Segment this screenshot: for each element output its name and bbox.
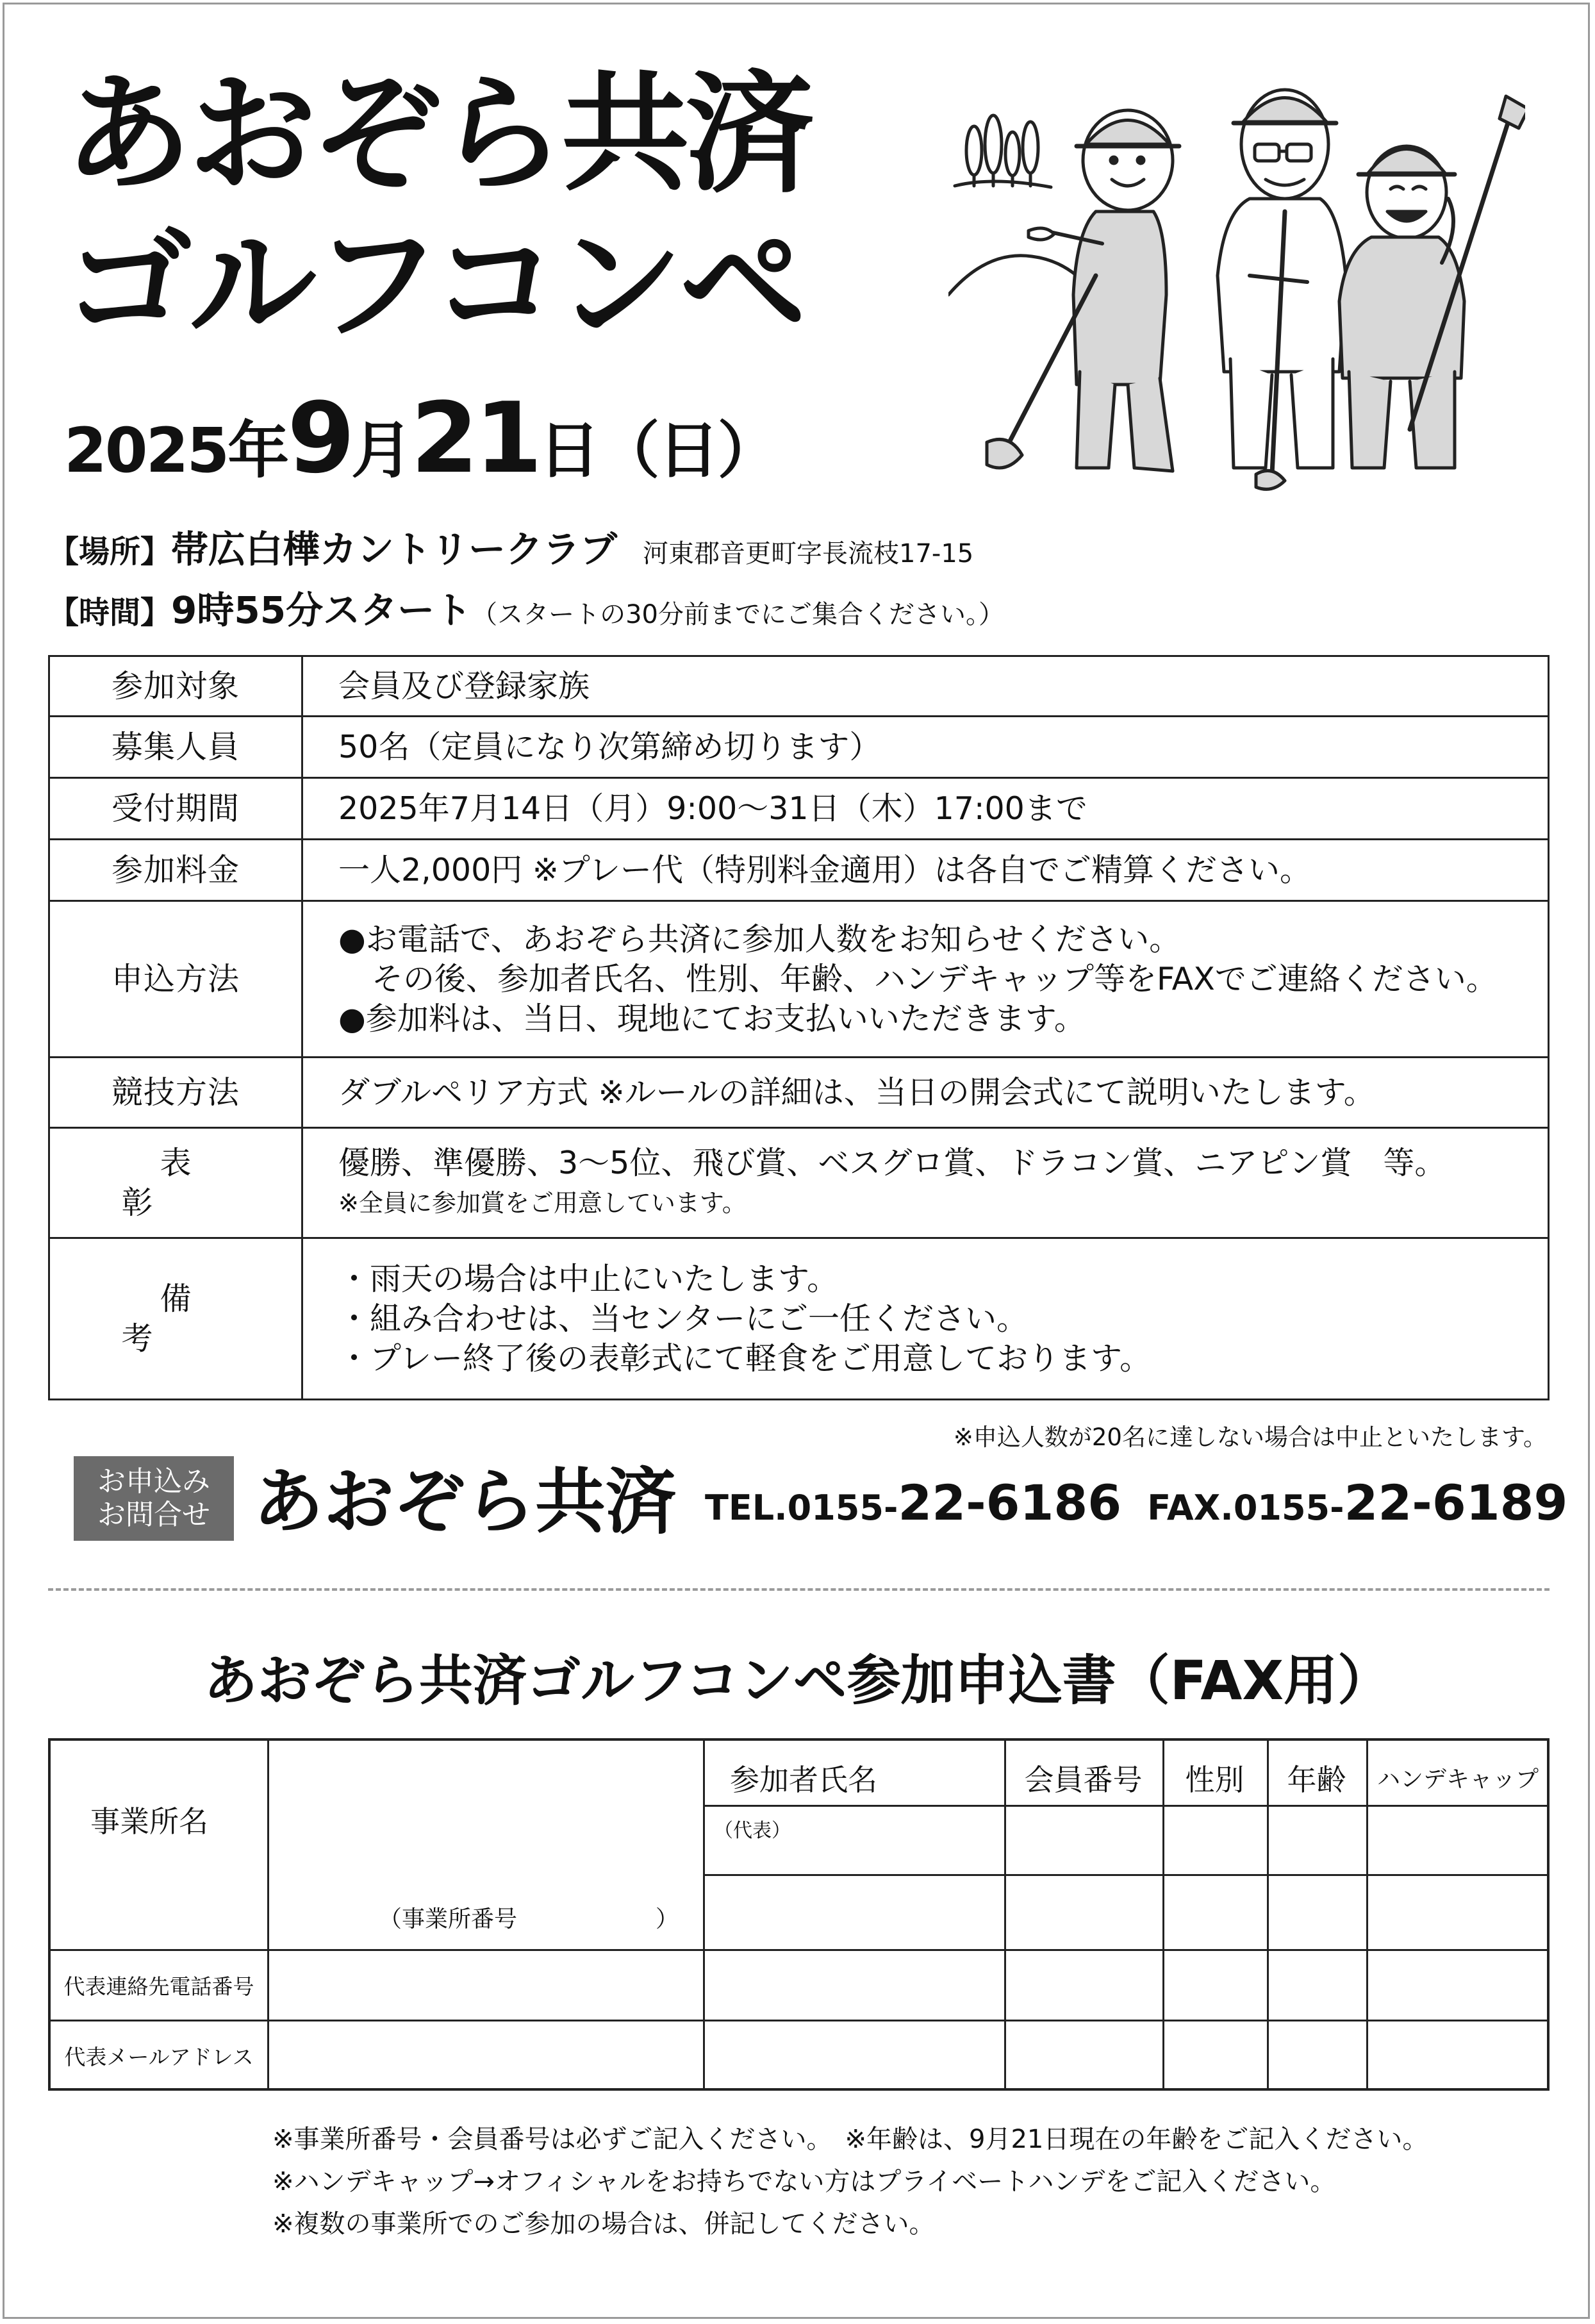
row-label: 募集人員 bbox=[49, 717, 302, 778]
representative-label: （代表） bbox=[714, 1820, 791, 1842]
row-label bbox=[49, 1128, 302, 1238]
table-row bbox=[49, 656, 1549, 717]
row-label: 参加対象 bbox=[49, 656, 302, 717]
date-day-unit: 日 bbox=[538, 415, 599, 486]
row-label: 競技方法 bbox=[49, 1058, 302, 1128]
contact-numbers bbox=[705, 1474, 1567, 1531]
remark-line-2: ・組み合わせは、当センターにご一任ください。 bbox=[338, 1300, 1029, 1337]
badge-line-1: お申込み bbox=[97, 1465, 210, 1498]
date-year-unit: 年 bbox=[227, 415, 288, 486]
table-row bbox=[49, 1128, 1549, 1238]
row-label: 申込方法 bbox=[49, 901, 302, 1058]
tel-number: 22-6186 bbox=[898, 1474, 1122, 1531]
date-weekday: （日） bbox=[598, 415, 777, 486]
table-row bbox=[49, 901, 1549, 1058]
time-info bbox=[48, 580, 1004, 634]
minimum-participants-note: ※申込人数が20名に達しない場合は中止といたします。 bbox=[953, 1423, 1547, 1451]
badge-line-2: お問合せ bbox=[97, 1498, 210, 1531]
office-name-input[interactable] bbox=[272, 1746, 700, 1893]
trees-icon bbox=[966, 115, 1038, 186]
participant-name-header: 参加者氏名 bbox=[730, 1763, 877, 1797]
row-value bbox=[302, 1238, 1549, 1400]
row-value: 一人2,000円 ※プレー代（特別料金適用）は各自でご精算ください。 bbox=[302, 840, 1549, 901]
phone-input[interactable] bbox=[272, 1954, 700, 2018]
page-title-line-1: あおぞら共済 bbox=[64, 60, 811, 209]
office-name-label: 事業所名 bbox=[90, 1804, 208, 1839]
golfer-middle-icon bbox=[1218, 90, 1346, 489]
table-row bbox=[49, 1058, 1549, 1128]
age-header: 年齢 bbox=[1287, 1763, 1346, 1797]
member-number-header: 会員番号 bbox=[1024, 1763, 1143, 1797]
email-label: 代表メールアドレス bbox=[64, 2045, 254, 2070]
form-remark-line: ※ハンデキャップ→オフィシャルをお持ちでない方はプライベートハンデをご記入ください。 bbox=[272, 2167, 1336, 2196]
time-note: （スタートの30分前までにご集合ください。） bbox=[472, 600, 1004, 629]
award-note: ※全員に参加賞をご用意しています。 bbox=[338, 1188, 747, 1217]
award-label: 表彰 bbox=[121, 1144, 269, 1221]
method-line-1: ●お電話で、あおぞら共済に参加人数をお知らせください。 bbox=[338, 920, 1181, 958]
cut-line bbox=[48, 1588, 1550, 1591]
form-remark-line: ※事業所番号・会員番号は必ずご記入ください。 ※年齢は、9月21日現在の年齢をご記入ください。 bbox=[272, 2125, 1428, 2154]
date-day: 21 bbox=[410, 381, 539, 495]
details-table bbox=[48, 655, 1550, 1400]
page-title-line-2: ゴルフコンペ bbox=[64, 210, 804, 360]
row-label bbox=[49, 1238, 302, 1400]
application-form bbox=[48, 1738, 1550, 2091]
place-info bbox=[48, 519, 973, 573]
award-value: 優勝、準優勝、3～5位、飛び賞、ベスグロ賞、ドラコン賞、ニアピン賞 等。 bbox=[338, 1144, 1446, 1181]
row-label: 受付期間 bbox=[49, 778, 302, 840]
gender-header: 性別 bbox=[1185, 1763, 1244, 1797]
method-line-3: ●参加料は、当日、現地にてお支払いいただきます。 bbox=[338, 1000, 1086, 1037]
fax-number: 22-6189 bbox=[1344, 1474, 1568, 1531]
event-date bbox=[64, 381, 777, 495]
place-value: 帯広白樺カントリークラブ bbox=[171, 527, 618, 571]
form-title: あおぞら共済ゴルフコンペ参加申込書（FAX用） bbox=[203, 1649, 1392, 1712]
row-value: 2025年7月14日（月）9:00～31日（木）17:00まで bbox=[302, 778, 1549, 840]
table-row bbox=[49, 717, 1549, 778]
method-line-2: その後、参加者氏名、性別、年齢、ハンデキャップ等をFAXでご連絡ください。 bbox=[372, 960, 1498, 997]
form-remarks bbox=[272, 2118, 1428, 2245]
golfers-illustration bbox=[948, 83, 1525, 506]
row-value: 50名（定員になり次第締め切ります） bbox=[302, 717, 1549, 778]
email-input[interactable] bbox=[272, 2024, 700, 2088]
row-label: 参加料金 bbox=[49, 840, 302, 901]
phone-label: 代表連絡先電話番号 bbox=[63, 1974, 254, 1999]
tel-prefix: TEL.0155- bbox=[705, 1488, 898, 1528]
time-label: 【時間】 bbox=[48, 595, 172, 631]
handicap-header: ハンデキャップ bbox=[1376, 1766, 1539, 1793]
row-value: ダブルペリア方式 ※ルールの詳細は、当日の開会式にて説明いたします。 bbox=[302, 1058, 1549, 1128]
table-row bbox=[49, 778, 1549, 840]
representative-name-input[interactable] bbox=[707, 1837, 1002, 1872]
participant-name-input[interactable] bbox=[707, 1879, 1002, 1946]
remark-line-3: ・プレー終了後の表彰式にて軽食をご用意しております。 bbox=[338, 1340, 1152, 1377]
row-value bbox=[302, 1128, 1549, 1238]
place-label: 【場所】 bbox=[48, 534, 172, 570]
form-remark-line: ※複数の事業所でのご参加の場合は、併記してください。 bbox=[272, 2209, 935, 2239]
date-month-unit: 月 bbox=[351, 415, 411, 486]
contact-name: あおぞら共済 bbox=[253, 1461, 676, 1543]
row-value bbox=[302, 901, 1549, 1058]
row-value: 会員及び登録家族 bbox=[302, 656, 1549, 717]
date-month: 9 bbox=[287, 381, 351, 495]
remarks-label: 備考 bbox=[121, 1280, 269, 1357]
contact-badge bbox=[74, 1456, 234, 1541]
place-address: 河東郡音更町字長流枝17-15 bbox=[643, 539, 974, 569]
table-row bbox=[49, 1238, 1549, 1400]
golfer-right-icon bbox=[1339, 96, 1525, 468]
fax-prefix: FAX.0155- bbox=[1147, 1488, 1344, 1528]
time-value: 9時55分スタート bbox=[171, 588, 472, 632]
office-number-field[interactable]: （事業所番号 ） bbox=[378, 1906, 679, 1932]
table-row bbox=[49, 840, 1549, 901]
date-year: 2025 bbox=[64, 415, 228, 486]
remark-line-1: ・雨天の場合は中止にいたします。 bbox=[338, 1260, 839, 1297]
